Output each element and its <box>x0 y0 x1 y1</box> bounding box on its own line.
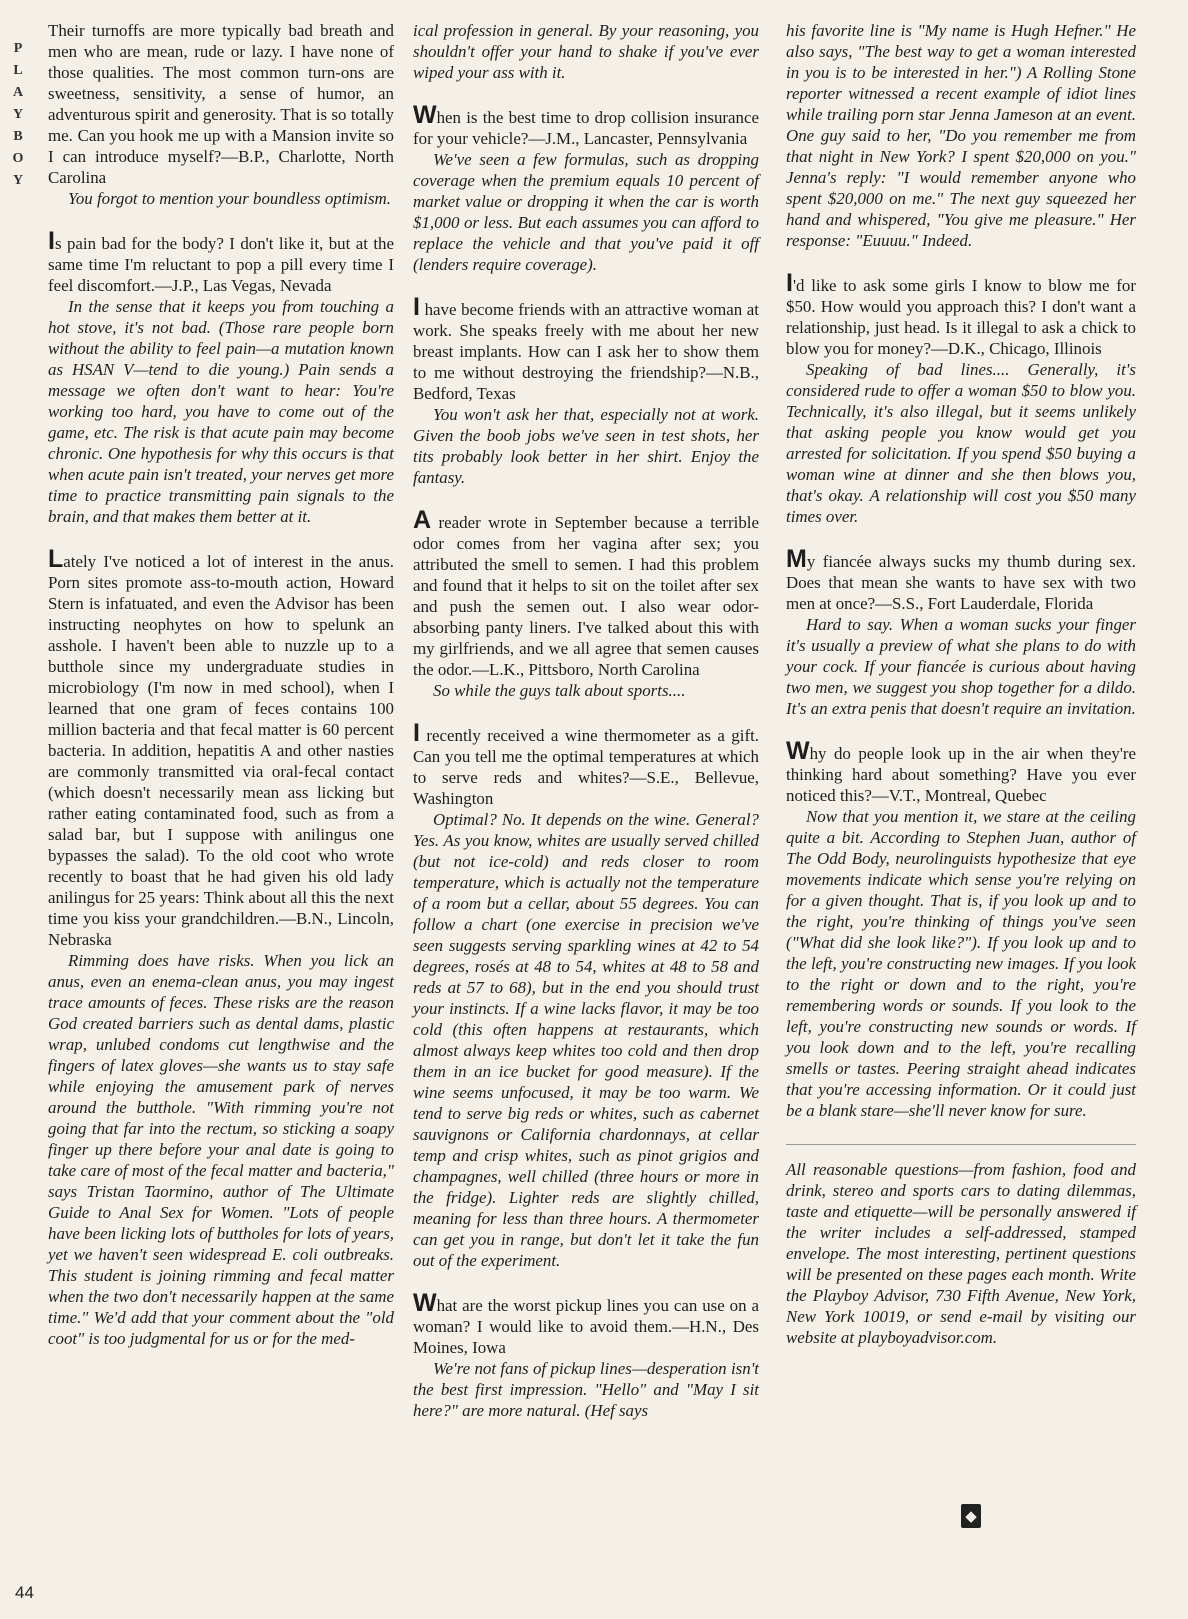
question-text: Their turnoffs are more typically bad breath and men who are mean, rude or lazy. I have none of those qualities. The most common turn-ons are sweetness, sensitivity, a sense of humor, an adventurous spirit and generosity. That is so totally me. Can you hook me up with a Mansion invite so I can introduce myself?—B.P., Charlotte, North Carolina <box>48 21 394 187</box>
question-text: reader wrote in September because a terrible odor comes from her vagina after sex; you attributed the smell to semen. I had this problem and found that it helps to sit on the toilet after sex and push the semen out. I also wear odor-absorbing panty liners. I've talked about this with my girlfriends, and we all agree that semen causes the odor.—L.K., Pittsboro, North Carolina <box>413 513 759 679</box>
page-number: 44 <box>15 1583 34 1602</box>
logo-letter: P <box>13 41 23 56</box>
drop-cap: L <box>48 545 64 573</box>
drop-cap: W <box>413 101 437 129</box>
answer-text: We're not fans of pickup lines—desperation isn't the best first impression. "Hello" and "May I sit here?" are more natural. (Hef says <box>413 1359 759 1420</box>
question-text: s pain bad for the body? I don't like it, but at the same time I'm reluctant to pop a pill every time I feel discomfort.—J.P., Las Vegas, Nevada <box>48 234 394 295</box>
drop-cap: I <box>786 269 793 297</box>
question <box>786 737 1136 806</box>
question-text: y fiancée always sucks my thumb during sex. Does that mean she wants to have sex with two men at once?—S.S., Fort Lauderdale, Florida <box>786 552 1136 613</box>
question <box>48 227 394 296</box>
answer-text: Hard to say. When a woman sucks your finger it's usually a preview of what she plans to do with your cock. If your fiancée is curious about having two men, we suggest you shop together for a dildo. It's an extra penis that doesn't require an invitation. <box>786 615 1136 718</box>
answer-text: You won't ask her that, especially not at work. Given the boob jobs we've seen in test shots, her tits probably look better in her shirt. Enjoy the fantasy. <box>413 405 759 487</box>
rabbit-head-icon: ◆ <box>961 1504 981 1528</box>
answer-text: his favorite line is "My name is Hugh Hefner." He also says, "The best way to get a woman interested in you is to be interested in her.") A Rolling Stone reporter witnessed a recent example of idiot lines while trailing porn star Jenna Jameson at an event. One guy said to her, "Do you remember me from that night in New York? I spent $20,000 on you." Jenna's reply: "I would remember anyone who spent $20,000 on me." The next guy squeezed her hand and whispered, "You give me pleasure." Her response: "Euuuu." Indeed. <box>786 21 1136 250</box>
answer-text: ical profession in general. By your reasoning, you shouldn't offer your hand to shake if you've ever wiped your ass with it. <box>413 21 759 82</box>
column-3 <box>786 20 1136 1348</box>
question <box>413 506 759 680</box>
logo-letter: O <box>12 151 24 166</box>
drop-cap: I <box>413 719 420 747</box>
drop-cap: M <box>786 545 807 573</box>
question-text: ately I've noticed a lot of interest in the anus. Porn sites promote ass-to-mouth action, Howard Stern is infatuated, and even the Advisor has been instructing neophytes on how to spelunk an asshole. I haven't been able to nuzzle up to a butthole since my undergraduate studies in microbiology (I'm now in med school), when I learned that one gram of feces contains 100 million bacteria and that fecal matter is 60 percent bacteria. In addition, hepatitis A and other nasties are commonly transmitted via oral-fecal contact (which doesn't necessarily mean ass licking but rather eating contaminated food, such as from a salad bar, but I suppose with anilingus one bypasses the salad). To the old coot who wrote recently to boast that he had given his old lady anilingus for 25 years: Think about all this the next time you kiss your grandchildren.—B.N., Lincoln, Nebraska <box>48 552 394 949</box>
qa-item <box>413 1289 759 1421</box>
question-text: hen is the best time to drop collision insurance for your vehicle?—J.M., Lancaster, Pennsylvania <box>413 108 759 148</box>
qa-item <box>413 719 759 1271</box>
question-text: have become friends with an attractive woman at work. She speaks freely with me about her new breast implants. How can I ask her to show them to me without destroying the friendship?—N.B., Bedford, Texas <box>413 300 759 403</box>
question <box>413 293 759 404</box>
question <box>786 545 1136 614</box>
column-2 <box>413 20 759 1444</box>
question <box>413 719 759 809</box>
answer-text: Optimal? No. It depends on the wine. General? Yes. As you know, whites are usually served chilled (but not ice-cold) and reds closer to room temperature, which is actually not the temperature of a room but a cellar, about 55 degrees. You can follow a chart (one exercise in precision we've seen suggests serving sparkling wines at 42 to 54 degrees, rosés at 48 to 54, whites at 48 to 58 and reds at 57 to 68), but in the end you should trust your instincts. If a wine lacks flavor, it may be too cold (this often happens at restaurants, which almost always keep whites too cold and then drop them in an ice bucket for good measure). If the wine seems unfocused, it may be too warm. We tend to serve big reds or whites, such as cabernet sauvignons or California chardonnays, at cellar temp and crisp whites, such as pinot grigios and champagnes, well chilled (three hours or more in the fridge). Lighter reds are slightly chilled, meaning for less than three hours. A thermometer can get you in range, but don't let it take the fun out of the experiment. <box>413 810 759 1270</box>
question-text: hat are the worst pickup lines you can use on a woman? I would like to avoid them.—H.N., Des Moines, Iowa <box>413 1296 759 1357</box>
qa-item <box>48 20 394 209</box>
drop-cap: I <box>413 293 420 321</box>
answer-text: Speaking of bad lines.... Generally, it's considered rude to offer a woman $50 to blow you. Technically, it's also illegal, but it seems unlikely that asking people you know would get you arrested for solicitation. If you spend $50 buying a woman wine at dinner and she then blows you, that's okay. A relationship will cost you $50 many times over. <box>786 360 1136 526</box>
magazine-logo-vertical <box>8 38 28 192</box>
drop-cap: I <box>48 227 55 255</box>
logo-letter: Y <box>12 107 24 122</box>
answer-text: You forgot to mention your boundless optimism. <box>68 189 391 208</box>
logo-letter: Y <box>12 173 24 188</box>
question-text: recently received a wine thermometer as a gift. Can you tell me the optimal temperatures at which to serve reds and whites?—S.E., Bellevue, Washington <box>413 726 759 808</box>
question-text: 'd like to ask some girls I know to blow me for $50. How would you approach this? I don't want a relationship, just head. Is it illegal to ask a chick to blow you for money?—D.K., Chicago, Illinois <box>786 276 1136 358</box>
answer-text: In the sense that it keeps you from touching a hot stove, it's not bad. (Those rare people born without the ability to feel pain—a mutation known as HSAN V—tend to die young.) Pain sends a message we often don't want to hear: You're working too hard, you have to come out of the game, etc. The risk is that acute pain may become chronic. One hypothesis for why this occurs is that when acute pain isn't treated, your nerves get more time to practice transmitting pain signals to the brain, and that makes them better at it. <box>48 297 394 526</box>
qa-item <box>786 737 1136 1121</box>
answer-text: Now that you mention it, we stare at the ceiling quite a bit. According to Stephen Juan, author of The Odd Body, neurolinguists hypothesize that eye movements indicate which sense you're relying on for a given thought. That is, if you look up and to the right, you're thinking of things you've seen ("What did she look like?"). If you look up and to the left, you're constructing new images. If you look to the right or down and to the right, you're remembering words or sounds. If you look to the left, you're constructing new sounds or words. If you look down and to the left, you're recalling smells or tastes. Peering straight ahead indicates that you're accessing information. Or it could just be a blank stare—she'll never know for sure. <box>786 807 1136 1120</box>
question <box>413 101 759 149</box>
qa-item <box>413 101 759 275</box>
drop-cap: W <box>786 737 810 765</box>
logo-letter: B <box>13 129 23 144</box>
column-1 <box>48 20 394 1372</box>
qa-item <box>48 545 394 1349</box>
qa-item <box>786 269 1136 527</box>
qa-item <box>786 20 1136 251</box>
question <box>786 269 1136 359</box>
answer-text: So while the guys talk about sports.... <box>433 681 686 700</box>
drop-cap: W <box>413 1289 437 1317</box>
logo-letter: A <box>12 85 24 100</box>
drop-cap: A <box>413 506 432 534</box>
logo-letter: L <box>13 63 23 78</box>
qa-item <box>786 545 1136 719</box>
qa-item <box>413 20 759 83</box>
question <box>48 545 394 950</box>
divider <box>786 1144 1136 1145</box>
qa-item <box>413 293 759 488</box>
submission-note: All reasonable questions—from fashion, food and drink, stereo and sports cars to dating dilemmas, taste and etiquette—will be personally answered if the writer includes a self-addressed, stamped envelope. The most interesting, pertinent questions will be presented on these pages each month. Write the Playboy Advisor, 730 Fifth Avenue, New York, New York 10019, or send e-mail by visiting our website at playboyadvisor.com. <box>786 1160 1136 1347</box>
qa-item <box>413 506 759 701</box>
answer-text: Rimming does have risks. When you lick an anus, even an enema-clean anus, you may ingest trace amounts of feces. These risks are the reason God created barriers such as dental dams, plastic wrap, unlubed condoms cut lengthwise and the fingers of latex gloves—she wants us to stay safe while enjoying the amusement park of nerves around the butthole. "With rimming you're not going that far into the rectum, so sticking a soapy finger up there before your anal date is going to take care of most of the fecal matter and bacteria," says Tristan Taormino, author of The Ultimate Guide to Anal Sex for Women. "Lots of people have been licking lots of buttholes for lots of years, yet we haven't seen widespread E. coli outbreaks. This student is joining rimming and fecal matter when the two don't necessarily happen at the same time." We'd add that your comment about the "old coot" is too judgmental for us or for the med- <box>48 951 394 1348</box>
qa-item <box>48 227 394 527</box>
question-text: hy do people look up in the air when they're thinking hard about something? Have you ever noticed this?—V.T., Montreal, Quebec <box>786 744 1136 805</box>
answer-text: We've seen a few formulas, such as dropping coverage when the premium equals 10 percent of market value or dropping it when the car is worth $1,000 or less. But each assumes you can afford to replace the vehicle and that you've paid it off (lenders require coverage). <box>413 150 759 274</box>
question <box>413 1289 759 1358</box>
